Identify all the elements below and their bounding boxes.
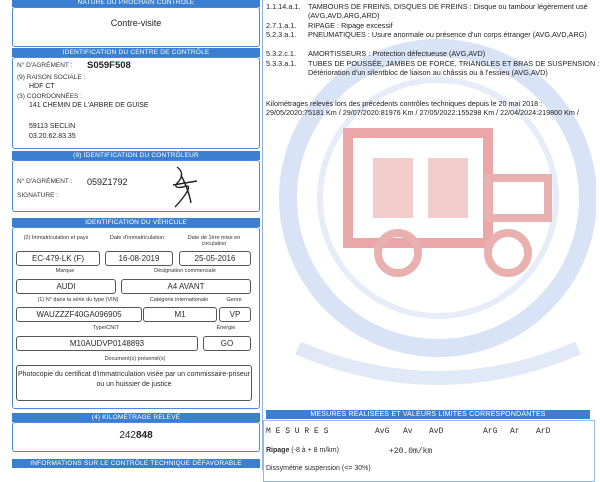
controller-box [12, 160, 260, 212]
defect-5-code: 5.3.3.a.1. [266, 59, 297, 68]
mileage-history: Kilométrages relevés lors des précédents contrôles techniques depuis le 20 mai 2018 : 29/05/2020:75181 Km / 29/07/2020:81976 Km / 27/05/2022:155298 Km / 22/04/2024:219800 Km / [266, 99, 579, 117]
defect-3-text: PNEUMATIQUES : Usure anormale ou présence d'un corps étranger (AVG,AVD,ARG) [308, 30, 587, 39]
ripage-row [266, 447, 339, 454]
next-visit-box [12, 7, 260, 47]
documents-value: Photocopie du certificat d'immatriculation visée par un commissaire-priseur ou un huissier de justice [16, 365, 252, 401]
center-title: IDENTIFICATION DU CENTRE DE CONTRÔLE [12, 48, 260, 57]
defect-1-text: TAMBOURS DE FREINS, DISQUES DE FREINS : Disque ou tambour légèrement usé (AVG,AVD,ARG,ARD) [308, 2, 588, 20]
defect-2-code: 2.7.1.a.1. [266, 21, 297, 30]
ripage-label: Ripage [266, 447, 290, 454]
col-avg: AvG [375, 427, 390, 436]
genre-caption: Genre [226, 297, 242, 303]
documents-caption: Document(s) présenté(s) [104, 356, 166, 362]
defect-4 [266, 49, 600, 58]
measures-header: M E S U R E S [266, 427, 329, 436]
mileage-value-bold: 848 [136, 430, 153, 441]
defect-5 [266, 59, 600, 77]
mileage-value-thin: 242 [119, 430, 136, 441]
center-phone: 03.20.62.83.35 [29, 133, 76, 140]
vehicle-box [12, 227, 260, 409]
mileage-value [13, 430, 259, 441]
signature-image [163, 163, 203, 209]
watermark-logo [278, 28, 596, 436]
defect-3 [266, 30, 600, 39]
ripage-range: (-8 à + 8 m/km) [291, 447, 339, 454]
col-av: Av [403, 427, 413, 436]
model-value: A4 AVANT [121, 279, 251, 294]
company-value: HDF CT [29, 83, 55, 90]
center-agreement-label: N° D'AGRÉMENT : [17, 62, 73, 69]
mileage-title: (4) KILOMÉTRAGE RELEVÉ [12, 413, 260, 422]
next-visit-value: Contre-visite [110, 18, 162, 28]
energy-value: GO [203, 336, 251, 351]
center-city: 59113 SECLIN [29, 123, 76, 130]
vin-caption: (1) N° dans la série du type (VIN) [37, 297, 119, 303]
defect-4-text: AMORTISSEURS : Protection défectueuse (AVG,AVD) [308, 49, 486, 58]
company-label: (9) RAISON SOCIALE : [17, 74, 86, 81]
defect-1 [266, 2, 600, 20]
defect-4-code: 5.3.2.c.1. [266, 49, 297, 58]
category-value: M1 [143, 307, 217, 322]
column-divider [262, 0, 263, 470]
mileage-box [12, 422, 260, 452]
next-measure-label: Dissymétrie suspension (<= 30%) [266, 465, 371, 472]
center-box [12, 57, 260, 149]
next-visit-title: NATURE DU PROCHAIN CONTRÔLE [12, 0, 260, 7]
unfavorable-title: INFORMATIONS SUR LE CONTRÔLE TECHNIQUE DÉFAVORABLE [12, 459, 260, 468]
col-ard: ArD [536, 427, 551, 436]
model-caption: Désignation commerciale [154, 268, 216, 274]
col-ar: Ar [510, 427, 520, 436]
defect-3-code: 5.2.3.a.1. [266, 30, 297, 39]
controller-title: (9) IDENTIFICATION DU CONTRÔLEUR [12, 151, 260, 160]
controller-agreement-value: 059Z1792 [87, 177, 128, 187]
brand-value: AUDI [16, 279, 116, 294]
contact-label: (3) COORDONNÉES : [17, 93, 83, 100]
measures-title: MESURES RÉALISÉES ET VALEURS LIMITES CORRESPONDANTES [266, 410, 590, 419]
reg-caption: (2) Immatriculation et pays [23, 235, 89, 241]
vehicle-title: IDENTIFICATION DU VÉHICULE [12, 218, 260, 227]
defect-1-code: 1.1.14.a.1. [266, 2, 301, 11]
category-caption: Catégorie internationale [149, 297, 209, 303]
brand-caption: Marque [55, 268, 75, 274]
first-circ-caption: Date de 1ère mise en circulation [187, 235, 241, 247]
first-reg-value: 16-08-2019 [105, 251, 173, 266]
defect-5-text: TUBES DE POUSSÉE, JAMBES DE FORCE, TRIANGLES ET BRAS DE SUSPENSION : Détérioration d'un silentbloc de liaison au châssis ou à l'essieu (AVG,AVD) [308, 59, 600, 77]
energy-caption: Énergie [216, 325, 236, 331]
reg-value: EC-479-LK (F) [16, 251, 100, 266]
col-avd: AvD [429, 427, 444, 436]
defect-2-text: RIPAGE : Ripage excessif [308, 21, 393, 30]
first-reg-caption: Date d'immatriculation [109, 235, 165, 241]
controller-agreement-label: N° D'AGRÉMENT : [17, 178, 73, 185]
first-circ-value: 25-05-2016 [179, 251, 251, 266]
vin-value: WAUZZZF40GA096905 [16, 307, 142, 322]
genre-value: VP [219, 307, 251, 322]
type-value: M10AUDVP0148893 [16, 336, 198, 351]
defect-2 [266, 21, 600, 30]
center-address: 141 CHEMIN DE L'ARBRE DE GUISE [29, 102, 149, 109]
center-agreement-value: S059F508 [87, 60, 131, 71]
ripage-value: +20.0m/km [389, 447, 433, 456]
measures-box [263, 420, 595, 482]
col-arg: ArG [483, 427, 498, 436]
type-caption: Type/CNIT [92, 325, 120, 331]
signature-label: SIGNATURE : [17, 192, 59, 199]
